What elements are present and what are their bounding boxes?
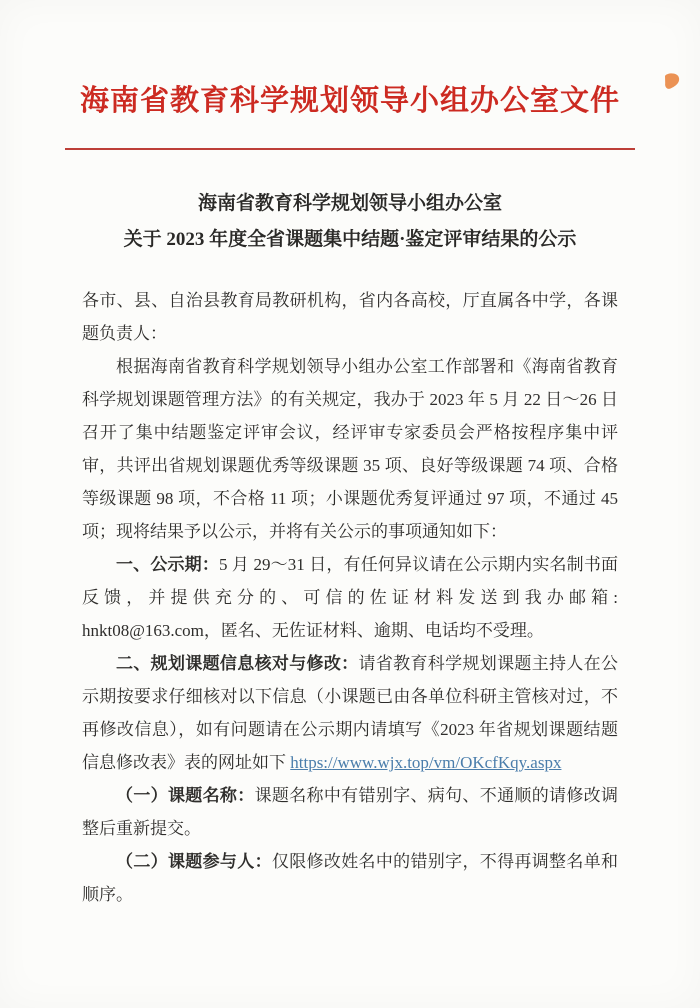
item-1-paragraph [82, 779, 618, 845]
section-2-label: 二、规划课题信息核对与修改： [116, 654, 359, 673]
item-1-label: （一）课题名称： [116, 786, 255, 805]
section-2-paragraph [82, 647, 618, 779]
document-title [50, 186, 650, 258]
orange-blob-sticker-icon [658, 70, 682, 94]
document-body [82, 284, 618, 911]
item-2-text: 仅限修改姓名中的错别字，不得再调整名单和顺序。 [82, 852, 619, 904]
section-2-text: 请省教育科学规划课题主持人在公示期按要求仔细核对以下信息（小课题已由各单位科研主管核对过，不再修改信息），如有问题请在公示期内请填写《2023 年省规划课题结题信息修改表》表的网址如下 [82, 654, 618, 772]
survey-form-link[interactable]: https://www.wjx.top/vm/OKcfKqy.aspx [290, 753, 562, 772]
letterhead-divider [65, 148, 635, 150]
salutation-paragraph: 各市、县、自治县教育局教研机构，省内各高校，厅直属各中学，各课题负责人： [82, 291, 618, 343]
document-title-line1: 海南省教育科学规划领导小组办公室 [197, 193, 502, 214]
section-1-paragraph [82, 548, 618, 647]
item-2-label: （二）课题参与人： [116, 852, 272, 871]
section-1-text: 5 月 29～31 日，有任何异议请在公示期内实名制书面反馈，并提供充分的、可信的佐证材料发送到我办邮箱: hnkt08@163.com，匿名、无佐证材料、逾期、电话均不受理。 [82, 555, 619, 640]
document-title-line2: 关于 2023 年度全省课题集中结题·鉴定评审结果的公示 [123, 229, 577, 250]
item-1-text: 课题名称中有错别字、病句、不通顺的请修改调整后重新提交。 [82, 786, 619, 838]
letterhead-title: 海南省教育科学规划领导小组办公室文件 [79, 85, 620, 117]
item-2-paragraph [82, 845, 618, 911]
intro-paragraph: 根据海南省教育科学规划领导小组办公室工作部署和《海南省教育科学规划课题管理方法》的有关规定，我办于 2023 年 5 月 22 日～26 日召开了集中结题鉴定评审会议，经评审专家委员会严格按程序集中评审，共评出省规划课题优秀等级课题 35 项、良好等级课题 74 项、合格等级课题 98 项，不合格 11 项；小课题优秀复评通过 97 项，不通过 45 项；现将结果予以公示，并将有关公示的事项通知如下： [82, 357, 618, 541]
section-1-label: 一、公示期： [116, 555, 219, 574]
